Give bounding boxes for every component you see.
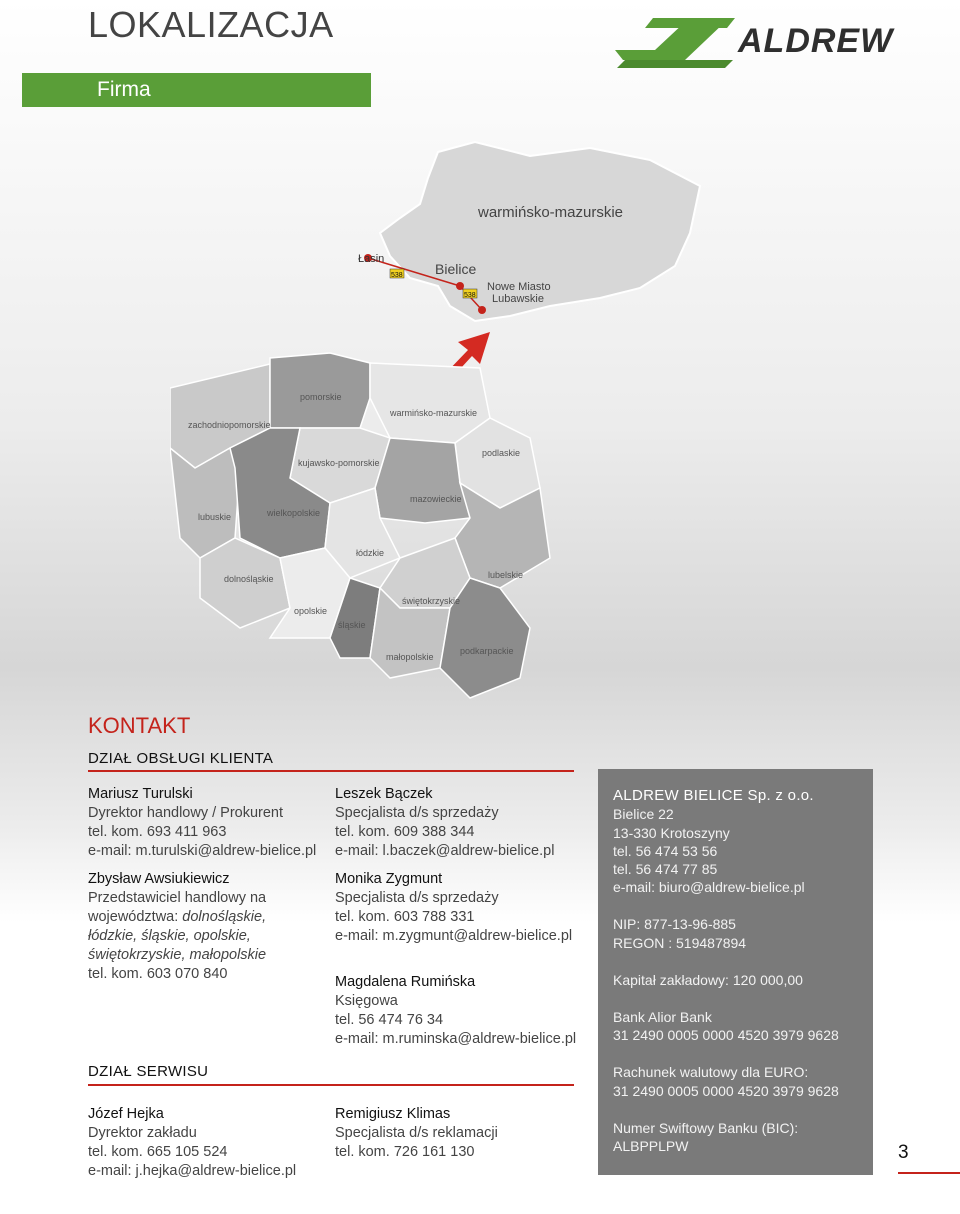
divider bbox=[88, 770, 574, 772]
contact-phone: tel. kom. 603 788 331 bbox=[335, 909, 475, 925]
town-lubawskie: Lubawskie bbox=[492, 293, 544, 305]
contact-klimas bbox=[335, 1105, 498, 1162]
contact-title: KONTAKT bbox=[88, 713, 191, 738]
company-eur-label: Rachunek walutowy dla EURO: bbox=[613, 1064, 809, 1080]
road-sign-1: 538 bbox=[391, 272, 403, 279]
contact-regions-2: łódzkie, śląskie, opolskie, bbox=[88, 928, 251, 944]
road-sign-2: 538 bbox=[464, 292, 476, 299]
contact-phone: tel. kom. 665 105 524 bbox=[88, 1144, 228, 1160]
contact-email[interactable]: e-mail: m.turulski@aldrew-bielice.pl bbox=[88, 843, 317, 859]
contact-name: Remigiusz Klimas bbox=[335, 1106, 451, 1122]
contact-regions-italic: dolnośląskie, bbox=[182, 909, 267, 925]
contact-regions-3: świętokrzyskie, małopolskie bbox=[88, 947, 267, 963]
section-label: Firma bbox=[97, 78, 151, 101]
company-tel-1: tel. 56 474 53 56 bbox=[613, 843, 718, 859]
region-kujawsko: kujawsko-pomorskie bbox=[298, 458, 380, 468]
company-swift: ALBPPLPW bbox=[613, 1138, 689, 1154]
divider bbox=[88, 1084, 574, 1086]
logo-text: ALDREW bbox=[738, 22, 894, 60]
contact-name: Leszek Bączek bbox=[335, 786, 433, 802]
town-nowe-miasto: Nowe Miasto bbox=[487, 281, 551, 293]
contact-phone: tel. kom. 603 070 840 bbox=[88, 966, 228, 982]
contact-name: Mariusz Turulski bbox=[88, 786, 193, 802]
contact-baczek bbox=[335, 785, 554, 861]
region-podkarpackie: podkarpackie bbox=[460, 646, 514, 656]
contact-turulski bbox=[88, 785, 316, 861]
page-number-underline bbox=[898, 1172, 960, 1174]
company-email[interactable]: e-mail: biuro@aldrew-bielice.pl bbox=[613, 879, 805, 895]
company-bank: Bank Alior Bank bbox=[613, 1009, 712, 1025]
company-swift-label: Numer Swiftowy Banku (BIC): bbox=[613, 1120, 799, 1136]
company-nip: NIP: 877-13-96-885 bbox=[613, 916, 736, 932]
contact-name: Józef Hejka bbox=[88, 1106, 164, 1122]
contact-name: Monika Zygmunt bbox=[335, 871, 443, 887]
region-malopolskie: małopolskie bbox=[386, 652, 434, 662]
region-wielkopolskie: wielkopolskie bbox=[267, 508, 321, 518]
contact-name: Zbysław Awsiukiewicz bbox=[88, 871, 230, 887]
contact-regions-line bbox=[88, 908, 266, 927]
contact-role: Specjalista d/s reklamacji bbox=[335, 1125, 498, 1141]
contact-email[interactable]: e-mail: m.ruminska@aldrew-bielice.pl bbox=[335, 1031, 577, 1047]
contact-hejka bbox=[88, 1105, 296, 1181]
contact-email[interactable]: e-mail: l.baczek@aldrew-bielice.pl bbox=[335, 843, 555, 859]
region-pomorskie: pomorskie bbox=[300, 392, 342, 402]
region-lubuskie: lubuskie bbox=[198, 512, 232, 522]
region-slaskie: śląskie bbox=[338, 620, 366, 630]
service-heading: DZIAŁ SERWISU bbox=[88, 1063, 209, 1080]
company-capital: Kapitał zakładowy: 120 000,00 bbox=[613, 972, 803, 988]
company-address-2: 13-330 Krotoszyny bbox=[613, 825, 730, 841]
page-number: 3 bbox=[898, 1142, 909, 1163]
region-podlaskie: podlaskie bbox=[482, 448, 521, 458]
region-lubelskie: lubelskie bbox=[488, 570, 524, 580]
poland-map bbox=[170, 138, 810, 718]
contact-name: Magdalena Rumińska bbox=[335, 974, 476, 990]
company-info-panel bbox=[598, 769, 873, 1175]
region-dolnoslaskie: dolnośląskie bbox=[224, 574, 274, 584]
contact-email[interactable]: e-mail: j.hejka@aldrew-bielice.pl bbox=[88, 1163, 297, 1179]
region-lodzkie: łódzkie bbox=[356, 548, 385, 558]
town-lasin: Łasin bbox=[358, 253, 385, 265]
region-warminsko: warmińsko-mazurskie bbox=[390, 408, 478, 418]
region-mazowieckie: mazowieckie bbox=[410, 494, 462, 504]
contact-role: Specjalista d/s sprzedaży bbox=[335, 890, 499, 906]
company-regon: REGON : 519487894 bbox=[613, 935, 747, 951]
contact-role: Księgowa bbox=[335, 993, 398, 1009]
contact-awsiukiewicz bbox=[88, 870, 266, 984]
contact-role: Dyrektor handlowy / Prokurent bbox=[88, 805, 284, 821]
contact-role: Specjalista d/s sprzedaży bbox=[335, 805, 499, 821]
contact-zygmunt bbox=[335, 870, 572, 946]
customer-service-heading: DZIAŁ OBSŁUGI KLIENTA bbox=[88, 750, 274, 767]
company-account: 31 2490 0005 0000 4520 3979 9628 bbox=[613, 1027, 839, 1043]
page-title: LOKALIZACJA bbox=[88, 4, 334, 45]
company-tel-2: tel. 56 474 77 85 bbox=[613, 861, 718, 877]
contact-ruminska bbox=[335, 973, 576, 1049]
contact-phone: tel. kom. 726 161 130 bbox=[335, 1144, 475, 1160]
town-bielice: Bielice bbox=[435, 261, 477, 277]
contact-email[interactable]: e-mail: m.zygmunt@aldrew-bielice.pl bbox=[335, 928, 573, 944]
region-opolskie: opolskie bbox=[294, 606, 328, 616]
company-name: ALDREW BIELICE Sp. z o.o. bbox=[613, 787, 814, 804]
company-address-1: Bielice 22 bbox=[613, 806, 674, 822]
section-bar bbox=[22, 73, 371, 107]
contact-role: Przedstawiciel handlowy na bbox=[88, 890, 267, 906]
contact-phone: tel. kom. 609 388 344 bbox=[335, 824, 475, 840]
region-zachodniopomorskie: zachodniopomorskie bbox=[188, 420, 271, 430]
inset-region-label: warmińsko-mazurskie bbox=[478, 204, 624, 221]
contact-phone: tel. 56 474 76 34 bbox=[335, 1012, 444, 1028]
contact-role: Dyrektor zakładu bbox=[88, 1125, 197, 1141]
contact-regions-prefix: województwa: bbox=[88, 909, 179, 925]
company-eur-account: 31 2490 0005 0000 4520 3979 9628 bbox=[613, 1083, 839, 1099]
contact-phone: tel. kom. 693 411 963 bbox=[88, 824, 227, 840]
region-swietokrzyskie: świętokrzyskie bbox=[402, 596, 461, 606]
